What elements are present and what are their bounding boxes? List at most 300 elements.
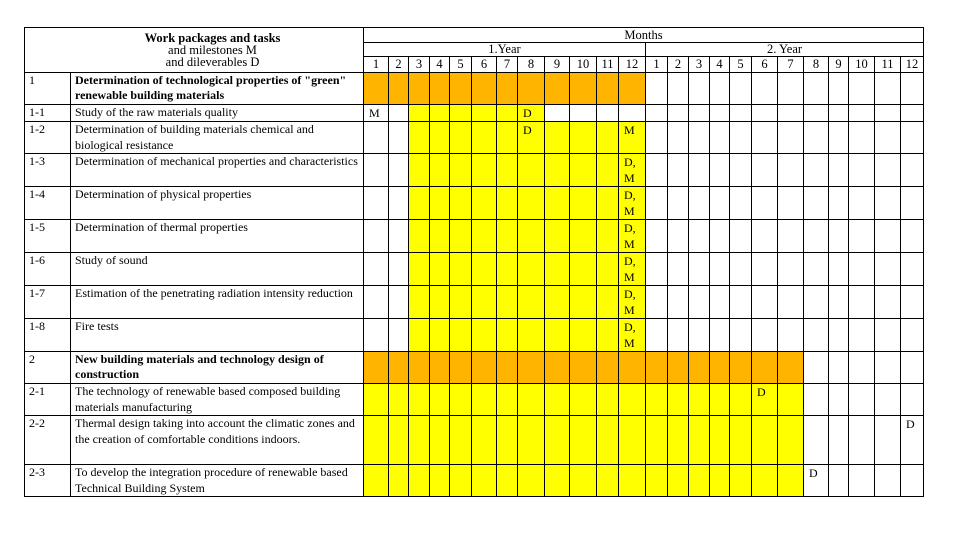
timeline-cell: [752, 319, 778, 352]
timeline-cell: [597, 122, 619, 154]
task-id: 1-6: [25, 253, 71, 286]
timeline-cell: [849, 253, 875, 286]
month-header-y2-6: 6: [752, 57, 778, 73]
timeline-cell: [778, 253, 804, 286]
timeline-cell: [472, 122, 497, 154]
timeline-cell: [409, 352, 430, 384]
timeline-cell: [829, 319, 849, 352]
timeline-cell: [570, 122, 597, 154]
timeline-cell: [409, 220, 430, 253]
timeline-cell: [710, 220, 730, 253]
milestone-deliverable-mark: D, M: [619, 319, 646, 352]
timeline-cell: [545, 384, 570, 416]
timeline-cell: [430, 253, 450, 286]
timeline-cell: [668, 122, 689, 154]
timeline-cell: [409, 416, 430, 465]
timeline-cell: [730, 416, 752, 465]
timeline-cell: [646, 465, 668, 497]
timeline-cell: [849, 286, 875, 319]
timeline-cell: [668, 352, 689, 384]
timeline-cell: [430, 416, 450, 465]
timeline-cell: [518, 416, 545, 465]
timeline-cell: [364, 187, 389, 220]
timeline-cell: [849, 384, 875, 416]
timeline-cell: [619, 352, 646, 384]
timeline-cell: [689, 154, 710, 187]
task-row: [25, 384, 924, 416]
timeline-cell: [497, 384, 518, 416]
timeline-cell: [668, 319, 689, 352]
task-id: 1-8: [25, 319, 71, 352]
month-header-y2-10: 10: [849, 57, 875, 73]
timeline-cell: [518, 352, 545, 384]
timeline-cell: [472, 220, 497, 253]
timeline-cell: [730, 73, 752, 105]
timeline-cell: [619, 105, 646, 122]
timeline-cell: [364, 122, 389, 154]
milestone-deliverable-mark: D, M: [619, 253, 646, 286]
timeline-cell: [545, 105, 570, 122]
timeline-cell: [646, 105, 668, 122]
timeline-cell: [901, 319, 924, 352]
timeline-cell: [389, 352, 409, 384]
timeline-cell: [689, 73, 710, 105]
timeline-cell: [409, 105, 430, 122]
month-header-y1-11: 11: [597, 57, 619, 73]
timeline-cell: [778, 319, 804, 352]
timeline-cell: [497, 253, 518, 286]
timeline-cell: [597, 384, 619, 416]
timeline-cell: [710, 105, 730, 122]
timeline-cell: [689, 352, 710, 384]
timeline-cell: [730, 384, 752, 416]
timeline-cell: [619, 384, 646, 416]
month-header-y1-4: 4: [430, 57, 450, 73]
task-description: To develop the integration procedure of renewable based Technical Building System: [71, 465, 364, 497]
timeline-cell: [409, 253, 430, 286]
month-header-y1-7: 7: [497, 57, 518, 73]
timeline-cell: [472, 319, 497, 352]
timeline-cell: [804, 122, 829, 154]
timeline-cell: [619, 73, 646, 105]
timeline-cell: [570, 416, 597, 465]
month-header-y1-6: 6: [472, 57, 497, 73]
timeline-cell: [545, 253, 570, 286]
timeline-cell: [570, 220, 597, 253]
timeline-cell: [472, 384, 497, 416]
task-description: Study of sound: [71, 253, 364, 286]
month-header-y1-12: 12: [619, 57, 646, 73]
task-row: [25, 187, 924, 220]
timeline-cell: [804, 319, 829, 352]
timeline-cell: [497, 73, 518, 105]
timeline-cell: [518, 465, 545, 497]
timeline-cell: [875, 220, 901, 253]
timeline-cell: [430, 384, 450, 416]
timeline-cell: [710, 352, 730, 384]
timeline-cell: [597, 105, 619, 122]
timeline-cell: [710, 122, 730, 154]
timeline-cell: [409, 384, 430, 416]
timeline-cell: [497, 286, 518, 319]
timeline-cell: [901, 73, 924, 105]
timeline-cell: [849, 416, 875, 465]
timeline-cell: [804, 73, 829, 105]
timeline-cell: [597, 465, 619, 497]
timeline-cell: [689, 465, 710, 497]
timeline-cell: [450, 416, 472, 465]
timeline-cell: [597, 154, 619, 187]
timeline-cell: [450, 319, 472, 352]
timeline-cell: [829, 286, 849, 319]
timeline-cell: [389, 384, 409, 416]
timeline-cell: [689, 253, 710, 286]
timeline-cell: [752, 73, 778, 105]
task-description: Determination of building materials chemical and biological resistance: [71, 122, 364, 154]
timeline-cell: [752, 352, 778, 384]
timeline-cell: [472, 105, 497, 122]
milestone-deliverable-mark: D: [752, 384, 778, 416]
timeline-cell: [364, 154, 389, 187]
task-id: 1-4: [25, 187, 71, 220]
timeline-cell: [875, 105, 901, 122]
timeline-cell: [570, 253, 597, 286]
timeline-cell: [497, 319, 518, 352]
timeline-cell: [619, 465, 646, 497]
timeline-cell: [875, 187, 901, 220]
timeline-cell: [849, 352, 875, 384]
timeline-cell: [804, 384, 829, 416]
timeline-cell: [389, 319, 409, 352]
timeline-cell: [646, 73, 668, 105]
timeline-cell: [430, 105, 450, 122]
timeline-cell: [497, 122, 518, 154]
timeline-cell: [597, 187, 619, 220]
timeline-cell: [545, 220, 570, 253]
timeline-cell: [752, 187, 778, 220]
timeline-cell: [689, 187, 710, 220]
timeline-cell: [472, 465, 497, 497]
timeline-cell: [849, 220, 875, 253]
timeline-cell: [364, 384, 389, 416]
timeline-cell: [804, 352, 829, 384]
timeline-cell: [849, 187, 875, 220]
timeline-cell: [545, 416, 570, 465]
timeline-cell: [668, 465, 689, 497]
timeline-cell: [545, 319, 570, 352]
milestone-deliverable-mark: D: [901, 416, 924, 465]
timeline-cell: [752, 220, 778, 253]
timeline-cell: [450, 286, 472, 319]
timeline-cell: [849, 105, 875, 122]
timeline-cell: [545, 187, 570, 220]
timeline-cell: [430, 352, 450, 384]
timeline-cell: [668, 220, 689, 253]
month-header-y1-9: 9: [545, 57, 570, 73]
timeline-cell: [364, 220, 389, 253]
milestone-deliverable-mark: D, M: [619, 187, 646, 220]
timeline-cell: [668, 154, 689, 187]
task-row: [25, 465, 924, 497]
timeline-cell: [450, 187, 472, 220]
task-row: [25, 253, 924, 286]
timeline-cell: [829, 187, 849, 220]
month-header-y2-3: 3: [689, 57, 710, 73]
timeline-cell: [778, 286, 804, 319]
timeline-cell: [409, 319, 430, 352]
task-row: [25, 319, 924, 352]
task-row: [25, 105, 924, 122]
timeline-cell: [450, 73, 472, 105]
timeline-cell: [875, 253, 901, 286]
timeline-cell: [364, 416, 389, 465]
timeline-cell: [364, 286, 389, 319]
timeline-cell: [668, 384, 689, 416]
month-header-y2-11: 11: [875, 57, 901, 73]
task-description: The technology of renewable based composed building materials manufacturing: [71, 384, 364, 416]
timeline-cell: [752, 465, 778, 497]
timeline-cell: [389, 187, 409, 220]
timeline-cell: [875, 319, 901, 352]
timeline-cell: [778, 220, 804, 253]
work-package-row: [25, 352, 924, 384]
timeline-cell: [450, 465, 472, 497]
timeline-cell: [518, 319, 545, 352]
timeline-cell: [730, 187, 752, 220]
task-description: Fire tests: [71, 319, 364, 352]
timeline-cell: [646, 187, 668, 220]
timeline-cell: [730, 352, 752, 384]
timeline-cell: [875, 465, 901, 497]
timeline-cell: [570, 187, 597, 220]
timeline-cell: [689, 105, 710, 122]
timeline-cell: [430, 122, 450, 154]
milestone-deliverable-mark: D: [518, 122, 545, 154]
timeline-cell: [829, 73, 849, 105]
timeline-cell: [646, 352, 668, 384]
header-milestones-note: and milestones M: [168, 43, 257, 57]
month-header-y2-4: 4: [710, 57, 730, 73]
timeline-cell: [646, 253, 668, 286]
month-header-y2-7: 7: [778, 57, 804, 73]
timeline-cell: [901, 105, 924, 122]
timeline-cell: [710, 465, 730, 497]
timeline-cell: [545, 465, 570, 497]
task-id: 1-2: [25, 122, 71, 154]
timeline-cell: [804, 286, 829, 319]
timeline-cell: [518, 220, 545, 253]
timeline-cell: [875, 384, 901, 416]
timeline-cell: [875, 73, 901, 105]
timeline-cell: [450, 105, 472, 122]
task-id: 2: [25, 352, 71, 384]
timeline-cell: [409, 465, 430, 497]
timeline-cell: [545, 352, 570, 384]
task-id: 1-3: [25, 154, 71, 187]
timeline-cell: [752, 253, 778, 286]
timeline-cell: [364, 352, 389, 384]
timeline-cell: [668, 73, 689, 105]
timeline-cell: [497, 220, 518, 253]
timeline-cell: [545, 286, 570, 319]
timeline-cell: [450, 220, 472, 253]
timeline-cell: [829, 352, 849, 384]
timeline-cell: [849, 73, 875, 105]
month-header-y1-1: 1: [364, 57, 389, 73]
timeline-cell: [778, 352, 804, 384]
timeline-cell: [710, 384, 730, 416]
timeline-cell: [430, 73, 450, 105]
timeline-cell: [778, 187, 804, 220]
task-description: Study of the raw materials quality: [71, 105, 364, 122]
timeline-cell: [518, 253, 545, 286]
timeline-cell: [829, 416, 849, 465]
timeline-cell: [646, 122, 668, 154]
timeline-cell: [518, 384, 545, 416]
timeline-cell: [752, 105, 778, 122]
timeline-cell: [389, 253, 409, 286]
timeline-cell: [778, 416, 804, 465]
timeline-cell: [875, 122, 901, 154]
timeline-cell: [901, 220, 924, 253]
timeline-cell: [597, 73, 619, 105]
timeline-cell: [364, 73, 389, 105]
timeline-cell: [497, 416, 518, 465]
timeline-cell: [450, 122, 472, 154]
timeline-cell: [689, 220, 710, 253]
month-header-y1-5: 5: [450, 57, 472, 73]
timeline-cell: [778, 384, 804, 416]
month-header-y1-8: 8: [518, 57, 545, 73]
timeline-cell: [545, 73, 570, 105]
timeline-cell: [710, 286, 730, 319]
year2-header: 2. Year: [646, 43, 924, 57]
month-header-y2-1: 1: [646, 57, 668, 73]
timeline-cell: [804, 253, 829, 286]
task-id: 1-1: [25, 105, 71, 122]
timeline-cell: [430, 154, 450, 187]
timeline-cell: [668, 416, 689, 465]
timeline-cell: [875, 154, 901, 187]
timeline-cell: [901, 122, 924, 154]
timeline-cell: [849, 319, 875, 352]
months-header: Months: [364, 28, 924, 43]
timeline-cell: [409, 122, 430, 154]
timeline-cell: [829, 384, 849, 416]
timeline-cell: [849, 122, 875, 154]
timeline-cell: [829, 253, 849, 286]
timeline-cell: [752, 286, 778, 319]
timeline-cell: [901, 352, 924, 384]
timeline-cell: [389, 105, 409, 122]
timeline-cell: [778, 122, 804, 154]
task-id: 1: [25, 73, 71, 105]
timeline-cell: [901, 154, 924, 187]
timeline-cell: [829, 105, 849, 122]
timeline-cell: [730, 319, 752, 352]
timeline-cell: [389, 286, 409, 319]
header-deliverables-note: and dileverables D: [165, 55, 260, 69]
month-header-y1-3: 3: [409, 57, 430, 73]
timeline-cell: [849, 154, 875, 187]
timeline-cell: [497, 465, 518, 497]
timeline-cell: [389, 122, 409, 154]
timeline-cell: [804, 220, 829, 253]
timeline-cell: [804, 154, 829, 187]
month-header-y2-5: 5: [730, 57, 752, 73]
timeline-cell: [472, 352, 497, 384]
timeline-cell: [646, 384, 668, 416]
timeline-cell: [409, 73, 430, 105]
timeline-cell: [730, 122, 752, 154]
timeline-cell: [875, 352, 901, 384]
timeline-cell: [778, 465, 804, 497]
timeline-cell: [901, 187, 924, 220]
timeline-cell: [389, 220, 409, 253]
timeline-cell: [804, 416, 829, 465]
timeline-cell: [430, 286, 450, 319]
timeline-cell: [497, 105, 518, 122]
task-description: Determination of thermal properties: [71, 220, 364, 253]
timeline-cell: [472, 154, 497, 187]
timeline-cell: [804, 105, 829, 122]
timeline-cell: [472, 253, 497, 286]
timeline-cell: [668, 253, 689, 286]
timeline-cell: [752, 416, 778, 465]
milestone-deliverable-mark: D, M: [619, 220, 646, 253]
month-header-y2-8: 8: [804, 57, 829, 73]
task-description: Estimation of the penetrating radiation intensity reduction: [71, 286, 364, 319]
timeline-cell: [829, 465, 849, 497]
task-row: [25, 122, 924, 154]
timeline-cell: [518, 73, 545, 105]
timeline-cell: [389, 73, 409, 105]
task-id: 1-5: [25, 220, 71, 253]
timeline-cell: [430, 220, 450, 253]
timeline-cell: [730, 253, 752, 286]
timeline-cell: [364, 319, 389, 352]
work-package-title: New building materials and technology design of construction: [71, 352, 364, 384]
timeline-cell: [364, 253, 389, 286]
milestone-deliverable-mark: M: [619, 122, 646, 154]
timeline-cell: [409, 154, 430, 187]
timeline-cell: [689, 319, 710, 352]
timeline-cell: [710, 187, 730, 220]
timeline-cell: [901, 465, 924, 497]
timeline-cell: [730, 286, 752, 319]
timeline-cell: [710, 73, 730, 105]
timeline-cell: [430, 187, 450, 220]
timeline-cell: [409, 286, 430, 319]
timeline-cell: [710, 416, 730, 465]
timeline-cell: [518, 286, 545, 319]
timeline-cell: [450, 352, 472, 384]
timeline-cell: [389, 465, 409, 497]
task-description: Determination of physical properties: [71, 187, 364, 220]
timeline-cell: [389, 154, 409, 187]
task-row: [25, 220, 924, 253]
timeline-cell: [689, 122, 710, 154]
timeline-cell: [597, 253, 619, 286]
task-row: [25, 416, 924, 465]
milestone-deliverable-mark: D, M: [619, 154, 646, 187]
timeline-cell: [597, 352, 619, 384]
timeline-cell: [364, 465, 389, 497]
timeline-cell: [518, 187, 545, 220]
timeline-cell: [646, 154, 668, 187]
timeline-cell: [689, 384, 710, 416]
timeline-cell: [668, 187, 689, 220]
